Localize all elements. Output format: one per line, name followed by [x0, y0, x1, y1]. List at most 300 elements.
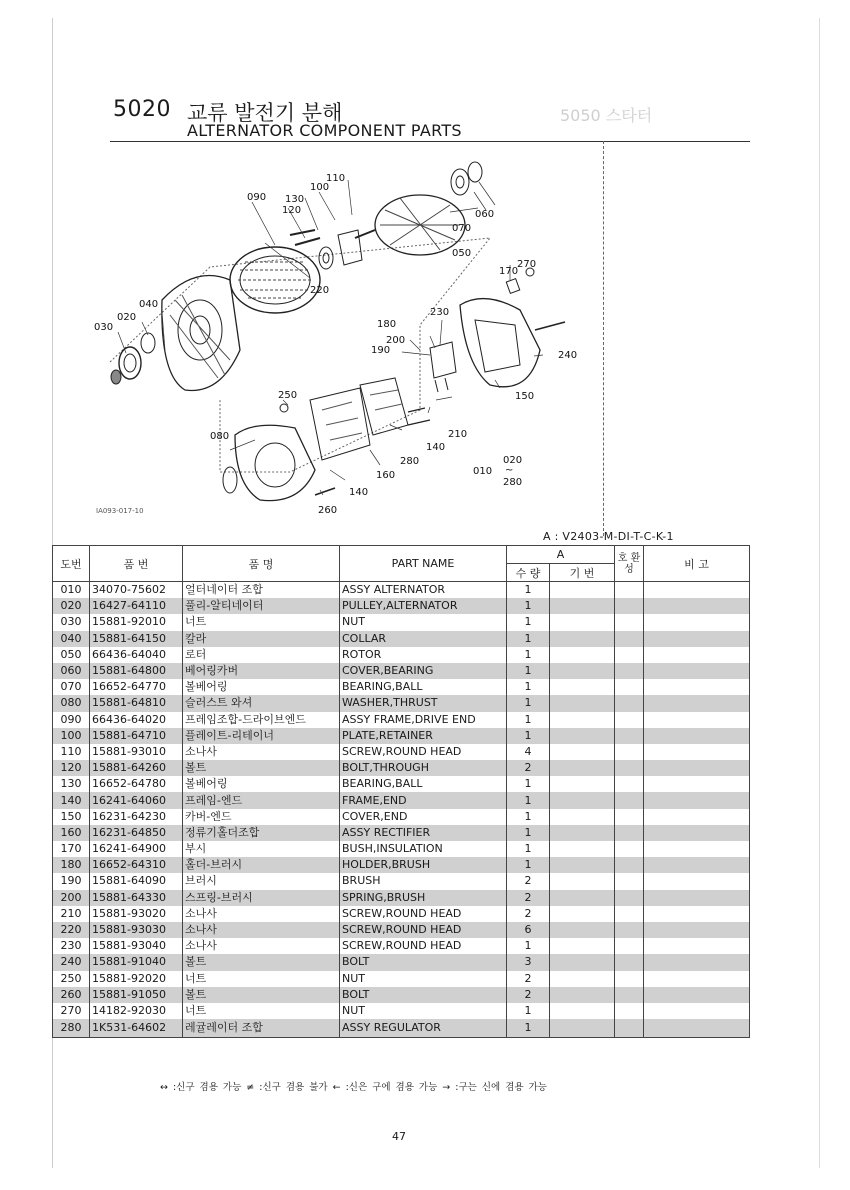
quantity-cell: 3 [507, 954, 550, 970]
table-row [53, 922, 750, 938]
part-name-cell: SPRING,BRUSH [340, 890, 507, 906]
interchange-cell [615, 776, 644, 792]
quantity-cell: 1 [507, 598, 550, 614]
remarks-cell [644, 776, 750, 792]
interchange-cell [615, 744, 644, 760]
part-number-cell: 15881-64810 [90, 695, 183, 711]
serial-cell [550, 873, 615, 889]
ref-cell: 240 [53, 954, 90, 970]
quantity-cell: 1 [507, 938, 550, 954]
table-row [53, 663, 750, 679]
part-name-cell: PLATE,RETAINER [340, 728, 507, 744]
dashed-divider [603, 141, 604, 536]
interchange-cell [615, 906, 644, 922]
ref-cell: 060 [53, 663, 90, 679]
table-row [53, 971, 750, 987]
korean-name-cell: 브러시 [183, 873, 340, 889]
ref-cell: 220 [53, 922, 90, 938]
interchange-cell [615, 809, 644, 825]
callout-label: 130 [285, 194, 305, 205]
callout-label: 050 [452, 248, 472, 259]
diagram-callouts [94, 173, 577, 516]
interchange-cell [615, 695, 644, 711]
remarks-cell [644, 582, 750, 599]
interchange-cell [615, 647, 644, 663]
remarks-cell [644, 938, 750, 954]
header-name-ko: 품 명 [183, 546, 340, 582]
quantity-cell: 1 [507, 1019, 550, 1038]
callout-label: 090 [247, 192, 267, 203]
range-label-bottom: 280 [503, 477, 523, 488]
part-name-cell: NUT [340, 971, 507, 987]
callout-label: 220 [310, 285, 330, 296]
korean-name-cell: 프레임-엔드 [183, 792, 340, 808]
ref-cell: 180 [53, 857, 90, 873]
model-applicability-note: A : V2403-M-DI-T-C-K-1 [543, 530, 674, 543]
serial-cell [550, 582, 615, 599]
part-number-cell: 15881-64150 [90, 631, 183, 647]
part-name-cell: COLLAR [340, 631, 507, 647]
remarks-cell [644, 841, 750, 857]
korean-name-cell: 베어링카버 [183, 663, 340, 679]
remarks-cell [644, 631, 750, 647]
serial-cell [550, 1003, 615, 1019]
header-part-no: 품 번 [90, 546, 183, 582]
ref-cell: 030 [53, 614, 90, 630]
quantity-cell: 2 [507, 987, 550, 1003]
nut-part [111, 370, 121, 384]
remarks-cell [644, 971, 750, 987]
interchange-cell [615, 663, 644, 679]
part-number-cell: 1K531-64602 [90, 1019, 183, 1038]
callout-label: 040 [139, 299, 159, 310]
serial-cell [550, 679, 615, 695]
part-name-cell: SCREW,ROUND HEAD [340, 744, 507, 760]
end-frame [235, 425, 315, 500]
serial-cell [550, 695, 615, 711]
quantity-cell: 6 [507, 922, 550, 938]
part-name-cell: BOLT [340, 987, 507, 1003]
part-number-cell: 15881-64090 [90, 873, 183, 889]
serial-cell [550, 971, 615, 987]
callout-label: 120 [282, 205, 302, 216]
interchange-cell [615, 760, 644, 776]
interchange-cell [615, 679, 644, 695]
part-name-cell: PULLEY,ALTERNATOR [340, 598, 507, 614]
interchange-cell [615, 1003, 644, 1019]
section-title-english: ALTERNATOR COMPONENT PARTS [187, 121, 462, 140]
table-row [53, 695, 750, 711]
part-name-cell: ASSY REGULATOR [340, 1019, 507, 1038]
ref-cell: 230 [53, 938, 90, 954]
part-name-cell: NUT [340, 1003, 507, 1019]
range-label-top: 020 [503, 455, 523, 466]
korean-name-cell: 너트 [183, 614, 340, 630]
remarks-cell [644, 792, 750, 808]
callout-label: 270 [517, 259, 537, 270]
part-number-cell: 16241-64060 [90, 792, 183, 808]
part-name-cell: ASSY ALTERNATOR [340, 582, 507, 599]
callout-label: 230 [430, 307, 450, 318]
page-number: 47 [392, 1130, 406, 1143]
korean-name-cell: 볼베어링 [183, 679, 340, 695]
part-number-cell: 15881-93010 [90, 744, 183, 760]
ref-cell: 170 [53, 841, 90, 857]
korean-name-cell: 프레임조합-드라이브엔드 [183, 712, 340, 728]
part-number-cell: 16652-64310 [90, 857, 183, 873]
serial-cell [550, 760, 615, 776]
serial-cell [550, 631, 615, 647]
serial-cell [550, 857, 615, 873]
rectifier-assembly [310, 388, 370, 460]
ref-cell: 050 [53, 647, 90, 663]
remarks-cell [644, 760, 750, 776]
callout-label: 200 [386, 335, 406, 346]
callout-label: 030 [94, 322, 114, 333]
interchange-cell [615, 890, 644, 906]
callout-label: 060 [475, 209, 495, 220]
part-name-cell: COVER,BEARING [340, 663, 507, 679]
part-name-cell: SCREW,ROUND HEAD [340, 922, 507, 938]
part-number-cell: 16231-64230 [90, 809, 183, 825]
header-qty: 수 량 [507, 564, 550, 582]
show-through-text: 5050 스타터 [560, 106, 653, 125]
quantity-cell: 1 [507, 792, 550, 808]
interchange-cell [615, 841, 644, 857]
table-row [53, 582, 750, 599]
callout-label: 150 [515, 391, 535, 402]
remarks-cell [644, 712, 750, 728]
table-row [53, 841, 750, 857]
serial-cell [550, 841, 615, 857]
section-code: 5020 [113, 97, 171, 122]
part-number-cell: 34070-75602 [90, 582, 183, 599]
section-title-korean: 교류 발전기 분해 [187, 101, 343, 125]
korean-name-cell: 정류기홀더조합 [183, 825, 340, 841]
figure-id: IA093-017-10 [96, 507, 144, 515]
ref-cell: 270 [53, 1003, 90, 1019]
serial-cell [550, 728, 615, 744]
interchange-cell [615, 712, 644, 728]
interchange-cell [615, 971, 644, 987]
part-name-cell: BEARING,BALL [340, 776, 507, 792]
part-name-cell: ASSY RECTIFIER [340, 825, 507, 841]
remarks-cell [644, 744, 750, 760]
quantity-cell: 1 [507, 631, 550, 647]
callout-label: 110 [326, 173, 346, 184]
part-number-cell: 66436-64040 [90, 647, 183, 663]
korean-name-cell: 부시 [183, 841, 340, 857]
callout-label: 250 [278, 390, 298, 401]
parts-table-body [53, 582, 750, 1038]
ref-cell: 130 [53, 776, 90, 792]
callout-label: 170 [499, 266, 519, 277]
quantity-cell: 1 [507, 647, 550, 663]
part-number-cell: 16652-64770 [90, 679, 183, 695]
ref-cell: 010 [53, 582, 90, 599]
serial-cell [550, 598, 615, 614]
ref-cell: 100 [53, 728, 90, 744]
part-name-cell: ROTOR [340, 647, 507, 663]
table-row [53, 679, 750, 695]
table-row [53, 792, 750, 808]
korean-name-cell: 소나사 [183, 744, 340, 760]
table-row [53, 938, 750, 954]
quantity-cell: 4 [507, 744, 550, 760]
part-number-cell: 15881-93040 [90, 938, 183, 954]
retainer-plate [338, 230, 362, 265]
serial-cell [550, 938, 615, 954]
ref-cell: 150 [53, 809, 90, 825]
serial-cell [550, 712, 615, 728]
remarks-cell [644, 695, 750, 711]
serial-cell [550, 792, 615, 808]
ref-cell: 160 [53, 825, 90, 841]
korean-name-cell: 볼트 [183, 987, 340, 1003]
table-row [53, 776, 750, 792]
interchange-cell [615, 987, 644, 1003]
remarks-cell [644, 663, 750, 679]
part-number-cell: 16427-64110 [90, 598, 183, 614]
korean-name-cell: 카버-엔드 [183, 809, 340, 825]
callout-label: 160 [376, 470, 396, 481]
part-number-cell: 15881-92010 [90, 614, 183, 630]
part-name-cell: COVER,END [340, 809, 507, 825]
part-number-cell: 16241-64900 [90, 841, 183, 857]
interchange-cell [615, 954, 644, 970]
korean-name-cell: 소나사 [183, 938, 340, 954]
remarks-cell [644, 890, 750, 906]
part-number-cell: 15881-91040 [90, 954, 183, 970]
korean-name-cell: 너트 [183, 971, 340, 987]
korean-name-cell: 볼트 [183, 954, 340, 970]
table-row [53, 906, 750, 922]
title-underline [110, 141, 750, 142]
quantity-cell: 1 [507, 582, 550, 599]
part-number-cell: 15881-64330 [90, 890, 183, 906]
callout-label: 260 [318, 505, 338, 516]
part-name-cell: BOLT,THROUGH [340, 760, 507, 776]
quantity-cell: 1 [507, 728, 550, 744]
part-name-cell: BOLT [340, 954, 507, 970]
part-number-cell: 16652-64780 [90, 776, 183, 792]
part-name-cell: NUT [340, 614, 507, 630]
serial-cell [550, 890, 615, 906]
part-name-cell: BRUSH [340, 873, 507, 889]
header-name-en: PART NAME [340, 546, 507, 582]
quantity-cell: 2 [507, 890, 550, 906]
ref-cell: 070 [53, 679, 90, 695]
remarks-cell [644, 906, 750, 922]
serial-cell [550, 647, 615, 663]
callout-label: 140 [426, 442, 446, 453]
quantity-cell: 1 [507, 712, 550, 728]
korean-name-cell: 스프링-브러시 [183, 890, 340, 906]
korean-name-cell: 소나사 [183, 922, 340, 938]
interchange-cell [615, 825, 644, 841]
serial-cell [550, 776, 615, 792]
quantity-cell: 2 [507, 971, 550, 987]
callout-label: 100 [310, 182, 330, 193]
table-row [53, 873, 750, 889]
callout-label: 070 [452, 223, 472, 234]
table-row [53, 809, 750, 825]
korean-name-cell: 홀더-브러시 [183, 857, 340, 873]
ref-cell: 190 [53, 873, 90, 889]
remarks-cell [644, 825, 750, 841]
quantity-cell: 1 [507, 809, 550, 825]
part-number-cell: 14182-92030 [90, 1003, 183, 1019]
table-row [53, 857, 750, 873]
quantity-cell: 1 [507, 776, 550, 792]
korean-name-cell: 소나사 [183, 906, 340, 922]
part-number-cell: 15881-93030 [90, 922, 183, 938]
ref-cell: 040 [53, 631, 90, 647]
quantity-cell: 1 [507, 614, 550, 630]
part-number-cell: 15881-91050 [90, 987, 183, 1003]
part-number-cell: 66436-64020 [90, 712, 183, 728]
part-name-cell: BUSH,INSULATION [340, 841, 507, 857]
remarks-cell [644, 1003, 750, 1019]
quantity-cell: 1 [507, 857, 550, 873]
table-row [53, 987, 750, 1003]
korean-name-cell: 칼라 [183, 631, 340, 647]
ref-cell: 090 [53, 712, 90, 728]
table-row [53, 647, 750, 663]
korean-name-cell: 풀리-알티네이터 [183, 598, 340, 614]
part-name-cell: WASHER,THRUST [340, 695, 507, 711]
interchangeability-legend: ↔ :신구 겸용 가능 ≠ :신구 겸용 불가 ← :신은 구에 겸용 가능 → :구는 신에 겸용 가능 [160, 1082, 547, 1093]
table-row [53, 890, 750, 906]
callout-label: 190 [371, 345, 391, 356]
ref-cell: 020 [53, 598, 90, 614]
part-number-cell: 15881-92020 [90, 971, 183, 987]
remarks-cell [644, 679, 750, 695]
quantity-cell: 1 [507, 825, 550, 841]
interchange-cell [615, 792, 644, 808]
serial-cell [550, 663, 615, 679]
ref-cell: 120 [53, 760, 90, 776]
serial-cell [550, 1019, 615, 1038]
table-row [53, 728, 750, 744]
header-ref: 도번 [53, 546, 90, 582]
quantity-cell: 1 [507, 841, 550, 857]
callout-label: 020 [117, 312, 137, 323]
ref-cell: 110 [53, 744, 90, 760]
part-name-cell: SCREW,ROUND HEAD [340, 906, 507, 922]
remarks-cell [644, 987, 750, 1003]
korean-name-cell: 플레이트-리테이너 [183, 728, 340, 744]
serial-cell [550, 987, 615, 1003]
remarks-cell [644, 857, 750, 873]
part-number-cell: 16231-64850 [90, 825, 183, 841]
interchange-cell [615, 631, 644, 647]
interchange-cell [615, 922, 644, 938]
part-name-cell: BEARING,BALL [340, 679, 507, 695]
table-row [53, 954, 750, 970]
interchange-cell [615, 598, 644, 614]
korean-name-cell: 슬러스트 와셔 [183, 695, 340, 711]
interchange-cell [615, 614, 644, 630]
interchange-cell [615, 857, 644, 873]
callout-label: 180 [377, 319, 397, 330]
exploded-parts-diagram [90, 150, 590, 520]
serial-cell [550, 744, 615, 760]
header-interchange: 호 환 성 [615, 546, 644, 582]
serial-cell [550, 809, 615, 825]
remarks-cell [644, 954, 750, 970]
part-number-cell: 15881-64260 [90, 760, 183, 776]
remarks-cell [644, 873, 750, 889]
table-row [53, 744, 750, 760]
quantity-cell: 2 [507, 906, 550, 922]
header-note: 기 번 [550, 564, 615, 582]
korean-name-cell: 볼트 [183, 760, 340, 776]
quantity-cell: 1 [507, 663, 550, 679]
callout-label: 240 [558, 350, 578, 361]
korean-name-cell: 로터 [183, 647, 340, 663]
korean-name-cell: 볼베어링 [183, 776, 340, 792]
table-row [53, 712, 750, 728]
ref-cell: 140 [53, 792, 90, 808]
part-number-cell: 15881-64800 [90, 663, 183, 679]
part-name-cell: HOLDER,BRUSH [340, 857, 507, 873]
korean-name-cell: 레귤레이터 조합 [183, 1019, 340, 1038]
callout-label: 140 [349, 487, 369, 498]
ref-cell: 280 [53, 1019, 90, 1038]
remarks-cell [644, 728, 750, 744]
part-name-cell: SCREW,ROUND HEAD [340, 938, 507, 954]
header-remarks: 비 고 [644, 546, 750, 582]
interchange-cell [615, 1019, 644, 1038]
part-name-cell: FRAME,END [340, 792, 507, 808]
table-row [53, 614, 750, 630]
quantity-cell: 2 [507, 873, 550, 889]
serial-cell [550, 825, 615, 841]
table-row [53, 1019, 750, 1038]
brush-holder [430, 342, 456, 378]
quantity-cell: 1 [507, 679, 550, 695]
serial-cell [550, 954, 615, 970]
remarks-cell [644, 1019, 750, 1038]
remarks-cell [644, 614, 750, 630]
ref-cell: 260 [53, 987, 90, 1003]
end-cover [460, 299, 540, 387]
callout-label: 080 [210, 431, 230, 442]
serial-cell [550, 906, 615, 922]
interchange-cell [615, 582, 644, 599]
table-row [53, 1003, 750, 1019]
range-label-from: 010 [473, 466, 493, 477]
table-row [53, 598, 750, 614]
remarks-cell [644, 922, 750, 938]
quantity-cell: 1 [507, 695, 550, 711]
ref-cell: 080 [53, 695, 90, 711]
header-group: A [507, 546, 615, 564]
drive-end-frame [162, 276, 240, 391]
korean-name-cell: 너트 [183, 1003, 340, 1019]
interchange-cell [615, 728, 644, 744]
part-number-cell: 15881-64710 [90, 728, 183, 744]
serial-cell [550, 922, 615, 938]
interchange-cell [615, 938, 644, 954]
callout-label: 280 [400, 456, 420, 467]
range-label-tilde: ~ [505, 465, 514, 476]
remarks-cell [644, 647, 750, 663]
remarks-cell [644, 809, 750, 825]
table-row [53, 631, 750, 647]
quantity-cell: 2 [507, 760, 550, 776]
